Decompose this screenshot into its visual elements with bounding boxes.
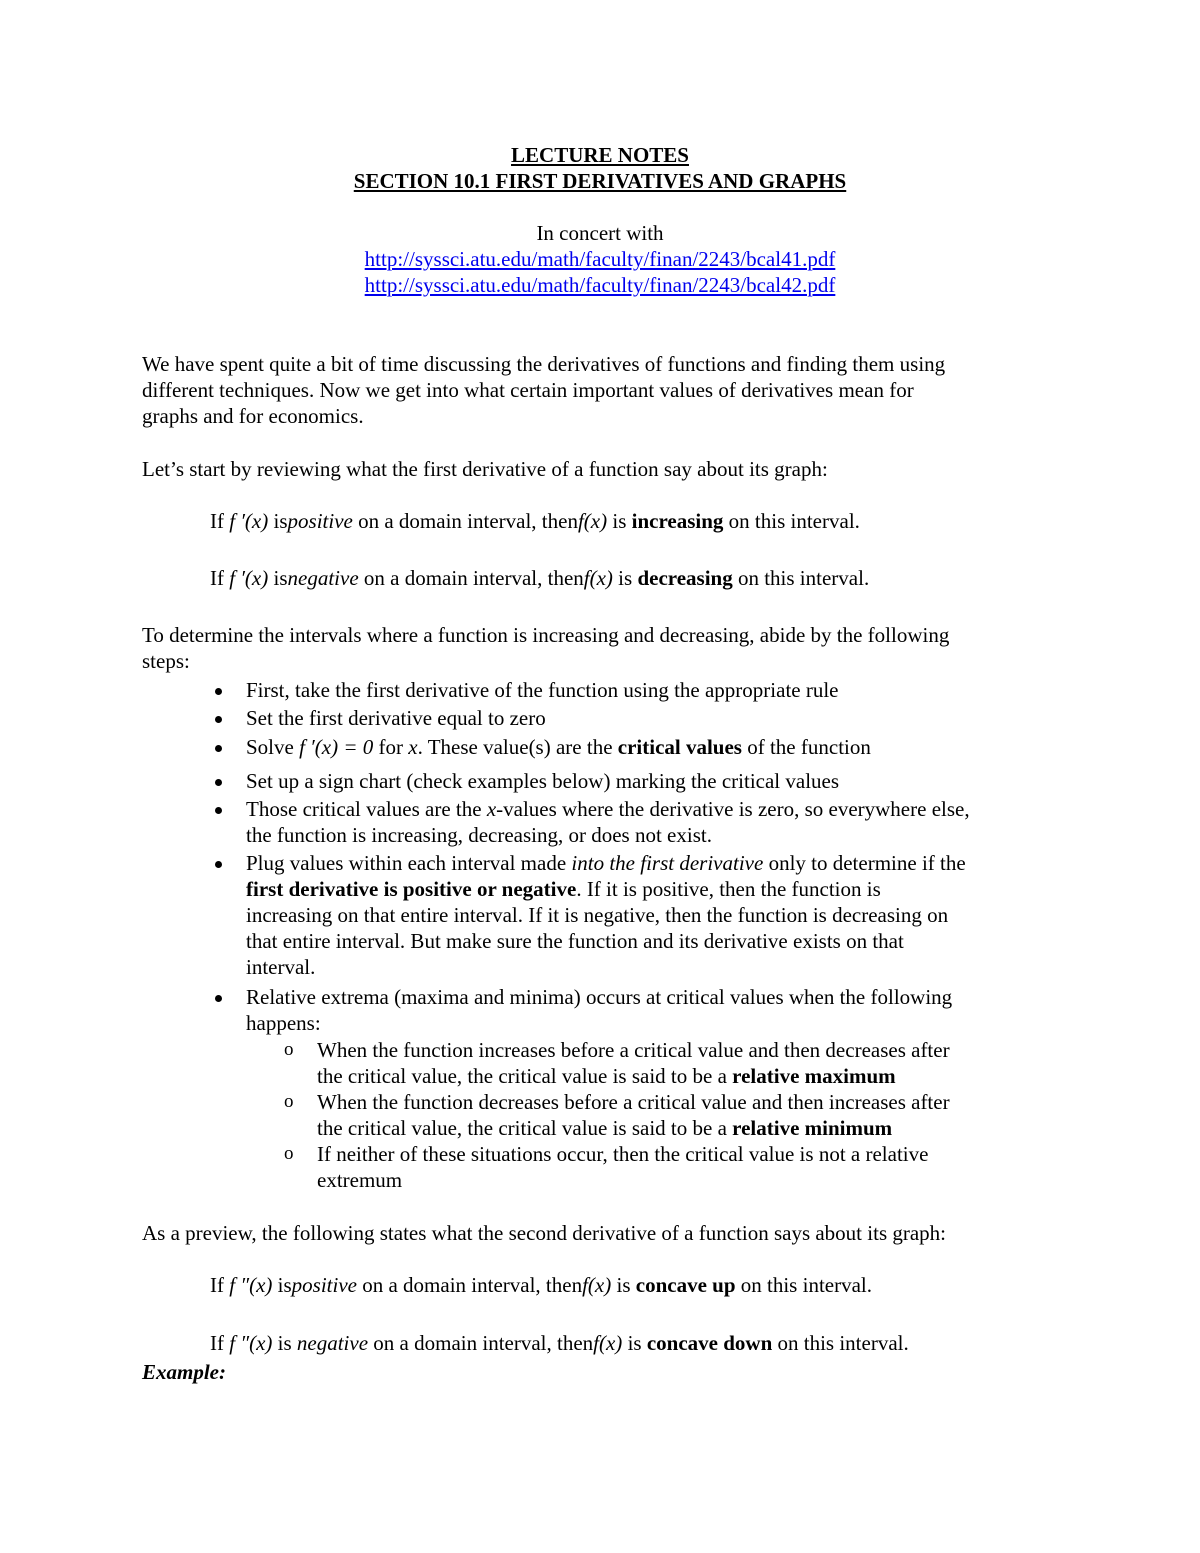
reference-link-2[interactable]: http://syssci.atu.edu/math/faculty/finan/2243/bcal42.pdf <box>364 273 836 297</box>
bullet-icon <box>215 688 222 695</box>
intro-line-2: different techniques. Now we get into what certain important values of derivatives mean for <box>142 378 914 402</box>
critical-values-term: critical values <box>617 735 742 759</box>
rule-concave-up <box>210 1272 872 1298</box>
relative-minimum-term: relative minimum <box>732 1116 893 1140</box>
step-5-text-2: -values where the derivative is zero, so everywhere else, <box>496 797 970 821</box>
bullet-icon <box>215 716 222 723</box>
substep-c-line-1: If neither of these situations occur, then the critical value is not a relative <box>317 1142 929 1166</box>
rule-middle: on a domain interval, then <box>362 1273 583 1297</box>
step-3-tail: of the function <box>747 735 871 759</box>
step-7-line-1: Relative extrema (maxima and minima) occurs at critical values when the following <box>246 985 953 1009</box>
variable-x: x <box>408 735 418 759</box>
preview-sentence: As a preview, the following states what the second derivative of a function says about its graph: <box>142 1221 947 1245</box>
step-6-line-3: increasing on that entire interval. If it is negative, then the function is decreasing on <box>246 903 949 927</box>
rule-middle: on a domain interval, then <box>363 566 584 590</box>
function-symbol: f(x) <box>583 566 613 590</box>
step-3-solve: Solve <box>246 735 294 759</box>
rule-result: concave down <box>646 1331 773 1355</box>
rule-middle: on a domain interval, then <box>358 509 578 533</box>
rule-if: If <box>210 566 224 590</box>
rule-sign: positive <box>287 509 353 533</box>
rule-tail: on this interval. <box>728 509 860 533</box>
rule-if: If <box>210 1273 224 1297</box>
step-6-text-3: . If it is positive, then the function is <box>576 877 881 901</box>
step-6-text-2: only to determine if the <box>768 851 966 875</box>
bullet-icon <box>215 995 222 1002</box>
rule-result: decreasing <box>637 566 733 590</box>
first-derivative-symbol: f ′(x) <box>229 566 269 590</box>
substep-a-line-1: When the function increases before a critical value and then decreases after <box>317 1038 950 1062</box>
rule-middle: on a domain interval, then <box>373 1331 594 1355</box>
steps-intro-line-1: To determine the intervals where a function is increasing and decreasing, abide by the following <box>142 623 950 647</box>
derivative-equation: f ′(x) = 0 <box>299 735 374 759</box>
sub-bullet-icon: o <box>284 1091 294 1112</box>
substep-a-line-2 <box>317 1063 896 1089</box>
concert-label: In concert with <box>536 221 664 245</box>
first-derivative-symbol: f ′(x) <box>229 509 269 533</box>
rule-tail: on this interval. <box>777 1331 909 1355</box>
substep-b-line-1: When the function decreases before a critical value and then increases after <box>317 1090 950 1114</box>
section-title: SECTION 10.1 FIRST DERIVATIVES AND GRAPHS <box>353 169 847 193</box>
bullet-icon <box>215 807 222 814</box>
function-symbol: f(x) <box>582 1273 612 1297</box>
rule-tail: on this interval. <box>740 1273 872 1297</box>
rule-if: If <box>210 1331 224 1355</box>
step-5-line-1 <box>246 796 970 822</box>
rule-is: is <box>277 1331 292 1355</box>
rule-concave-down <box>210 1330 909 1356</box>
rule-result: concave up <box>635 1273 736 1297</box>
function-symbol: f(x) <box>593 1331 623 1355</box>
rule-is: is <box>627 1331 642 1355</box>
rule-is: is <box>618 566 633 590</box>
bullet-icon <box>215 745 222 752</box>
step-6-line-5: interval. <box>246 955 316 979</box>
rule-is: is <box>277 1273 292 1297</box>
step-1: First, take the first derivative of the function using the appropriate rule <box>246 678 839 702</box>
bullet-icon <box>215 861 222 868</box>
step-6-line-4: that entire interval. But make sure the function and its derivative exists on that <box>246 929 904 953</box>
rule-if: If <box>210 509 224 533</box>
rule-tail: on this interval. <box>737 566 870 590</box>
step-4: Set up a sign chart (check examples below) marking the critical values <box>246 769 840 793</box>
intro-line-1: We have spent quite a bit of time discussing the derivatives of functions and finding them using <box>142 352 946 376</box>
second-derivative-symbol: f ″(x) <box>229 1331 273 1355</box>
rule-is: is <box>273 566 288 590</box>
substep-b-text: the critical value, the critical value is said to be a <box>317 1116 727 1140</box>
reference-link-2-row <box>0 272 1200 298</box>
reference-link-1-row <box>0 246 1200 272</box>
step-6-text: Plug values within each interval made <box>246 851 567 875</box>
rule-sign: negative <box>296 1331 369 1355</box>
page-title: LECTURE NOTES <box>511 143 689 167</box>
example-heading: Example: <box>142 1360 226 1384</box>
function-symbol: f(x) <box>577 509 608 533</box>
step-3-for: for <box>378 735 403 759</box>
rule-is: is <box>273 509 288 533</box>
rule-sign: negative <box>287 566 359 590</box>
step-7-line-2: happens: <box>246 1011 321 1035</box>
intro-line-3: graphs and for economics. <box>142 404 364 428</box>
rule-increasing <box>210 508 860 534</box>
relative-maximum-term: relative maximum <box>732 1064 896 1088</box>
second-derivative-symbol: f ″(x) <box>229 1273 273 1297</box>
review-sentence: Let’s start by reviewing what the first derivative of a function say about its graph: <box>142 457 828 481</box>
rule-result: increasing <box>631 509 724 533</box>
sub-bullet-icon: o <box>284 1039 294 1060</box>
steps-intro-line-2: steps: <box>142 649 190 673</box>
rule-decreasing <box>210 565 869 591</box>
rule-is: is <box>616 1273 631 1297</box>
step-5-text: Those critical values are the <box>246 797 482 821</box>
step-6-line-1 <box>246 850 966 876</box>
rule-is: is <box>612 509 627 533</box>
bullet-icon <box>215 779 222 786</box>
step-6-line-2 <box>246 876 881 902</box>
step-5-line-2: the function is increasing, decreasing, or does not exist. <box>246 823 712 847</box>
sub-bullet-icon: o <box>284 1143 294 1164</box>
rule-sign: positive <box>291 1273 357 1297</box>
reference-link-1[interactable]: http://syssci.atu.edu/math/faculty/finan/2243/bcal41.pdf <box>364 247 836 271</box>
substep-c-line-2: extremum <box>317 1168 403 1192</box>
step-6-emphasis: into the first derivative <box>571 851 764 875</box>
substep-b-line-2 <box>317 1115 892 1141</box>
step-2: Set the first derivative equal to zero <box>246 706 546 730</box>
substep-a-text: the critical value, the critical value is said to be a <box>317 1064 727 1088</box>
step-6-bold: first derivative is positive or negative <box>246 877 577 901</box>
step-3 <box>246 734 871 760</box>
variable-x: x <box>486 797 497 821</box>
step-3-text: . These value(s) are the <box>417 735 613 759</box>
